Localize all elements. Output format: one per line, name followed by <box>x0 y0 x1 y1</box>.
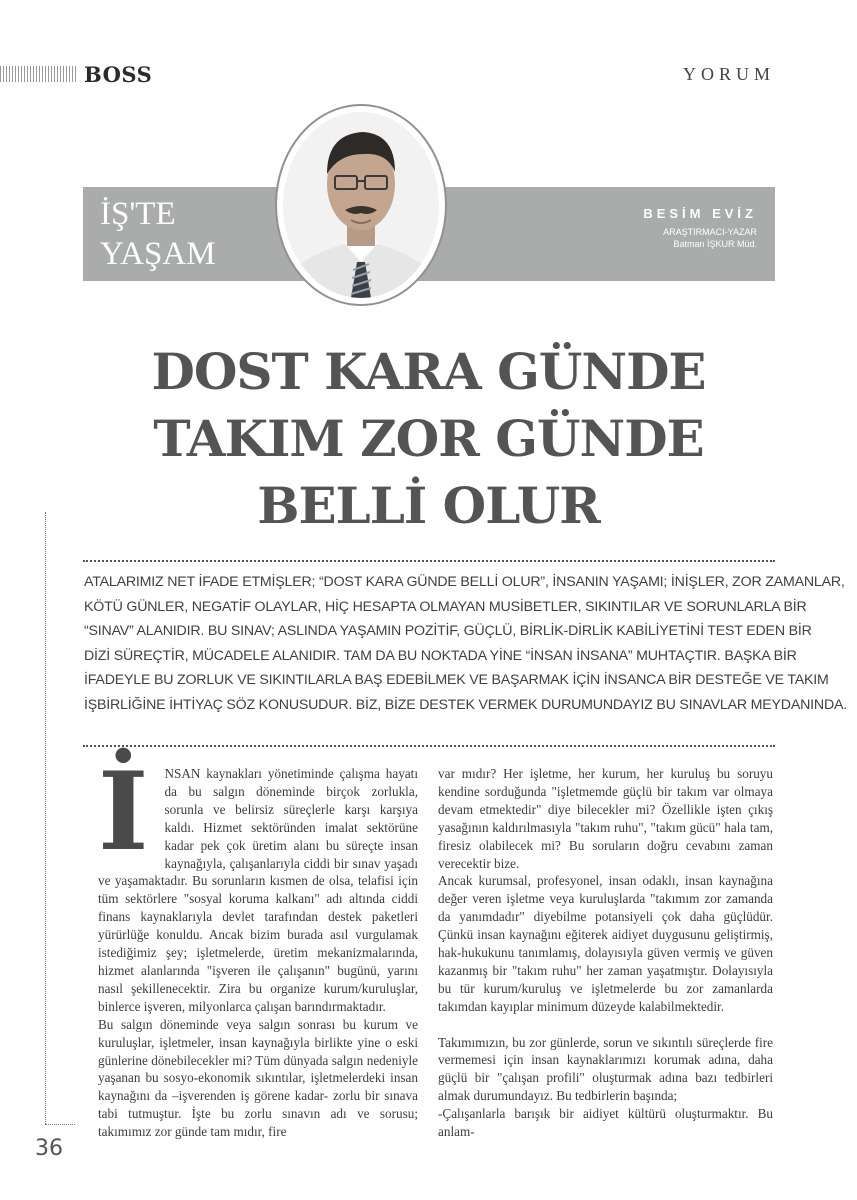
column-title-line2: YAŞAM <box>100 236 216 272</box>
author-block <box>643 206 757 249</box>
body-paragraph: NSAN kaynakları yönetiminde çalışma hayatı da bu salgın döneminde birçok zorlukla, sorunla ve belirsiz süreçlerle karşı karşıya kaldı. Hizmet sektöründen imalat sektörüne kadar pek çok üretim alanı bu süreçte insan kaynağıyla, çalışanlarıyla ciddi bir sınav yaşadı ve yaşamaktadır. Bu sorunların kısmen de olsa, telafisi için tüm sektörlere "sosyal koruma kalkanı" adı altında ciddi finans kaynaklarıyla devlet tarafından destek paketleri yürürlüğe konuldu. Ancak bizim burada asıl vurgulamak istediğimiz şey; işletmelerde, üretim mekanizmalarında, hizmet alanlarında "işveren ile çalışanın" bugünü, yarını nasıl şekillenecektir. Zira bu organize kurum/kuruluşlar, binlerce işveren, milyonlarca çalışan barındırmaktadır. <box>98 766 418 1014</box>
body-paragraph: -Çalışanlarla barışık bir aidiyet kültürü oluşturmaktır. Bu anlam- <box>438 1106 773 1140</box>
lead-top-divider <box>83 560 775 562</box>
magazine-logo: BOSS <box>84 62 153 87</box>
drop-cap: İ <box>98 749 149 875</box>
header-stripes <box>0 66 76 82</box>
author-org: Batman İŞKUR Müd. <box>673 239 757 249</box>
paragraph-gap <box>438 1016 773 1034</box>
author-name: BESİM EVİZ <box>643 206 757 221</box>
lead-line: DİZİ SÜREÇTİR, MÜCADELE ALANIDIR. TAM DA BU NOKTADA YİNE “İNSAN İNSANA” MUHTAÇTIR. BAŞKA BİR <box>84 647 797 664</box>
headline-line: TAKIM ZOR GÜNDE <box>153 409 704 468</box>
lead-line: İFADEYLE BU ZORLUK VE SIKINTILARLA BAŞ EDEBİLMEK VE BAŞARMAK İÇİN İNSANCA BİR DESTEĞE VE TAKIM <box>84 672 829 689</box>
margin-rule <box>45 512 46 1124</box>
body-column-right <box>438 765 773 1141</box>
column-title-line1: İŞ'TE <box>100 196 176 232</box>
body-paragraph: var mıdır? Her işletme, her kurum, her kuruluş bu soruyu kendine sorduğunda "işletmemde güçlü bir takım var olmaya devam etmektedir" diye bilecekler mi? Özellikle işten çıkış yasağının kaldırılmasıyla "takım ruhu", "takım gücü" hala tam, firesiz olabilecek mi? Bu soruların doğru cevabını zaman verecektir bize. <box>438 766 773 871</box>
margin-rule-foot <box>45 1124 75 1125</box>
section-label: YORUM <box>682 64 775 84</box>
lead-line: ATALARIMIZ NET İFADE ETMİŞLER; “DOST KARA GÜNDE BELLİ OLUR”, İNSANIN YAŞAMI; İNİŞLER, ZOR ZAMANLAR, <box>84 574 845 590</box>
headline-line: DOST KARA GÜNDE <box>151 342 706 401</box>
author-portrait <box>283 112 439 298</box>
body-paragraph: Takımımızın, bu zor günlerde, sorun ve sıkıntılı süreçlerde fire vermemesi için insan kaynaklarımızı korumak adına, daha güçlü bir "çalışan profili" oluşturmak adına bazı tedbirleri almak durumundayız. Bu tedbirlerin başında; <box>438 1034 773 1104</box>
lead-line: KÖTÜ GÜNLER, NEGATİF OLAYLAR, HİÇ HESAPTA OLMAYAN MUSİBETLER, SIKINTILAR VE SORUNLARLA BİR <box>84 598 807 615</box>
page-number: 36 <box>35 1136 63 1161</box>
body-column-left <box>98 749 418 1141</box>
lead-bottom-divider <box>83 745 775 747</box>
lead-line: İŞBİRLİĞİNE İHTİYAÇ SÖZ KONUSUDUR. BİZ, BİZE DESTEK VERMEK DURUMUNDAYIZ BU SINAVLAR MEYDANINDA. <box>84 696 848 713</box>
lead-line: “SINAV” ALANIDIR. BU SINAV; ASLINDA YAŞAMIN POZİTİF, GÜÇLÜ, BİRLİK-DİRLİK KABİLİYETİNİ TEST EDEN BİR <box>84 623 812 640</box>
author-role: ARAŞTIRMACI-YAZAR <box>663 227 757 237</box>
article-headline <box>0 338 857 539</box>
body-paragraph: Ancak kurumsal, profesyonel, insan odaklı, insan kaynağına değer veren işletme veya kuruluşlarda "takımım zor zamanda da yanımdadır" diyebilme potansiyeli çok daha güçlüdür. Çünkü insan kaynağını eğiterek aidiyet duygusunu geliştirmiş, hak-hukukunu tanımlamış, dolayısıyla güven vermiş ve güven kazanmış bir "takım ruhu" her zaman yaşatmıştır. Dolayısıyla bu tür kurum/kuruluş ve işletmelerde bu zor zamanlarda takımdan kayıplar minimum düzeyde kalabilmektedir. <box>438 873 773 1014</box>
article-lead <box>84 570 848 718</box>
body-paragraph: Bu salgın döneminde veya salgın sonrası bu kurum ve kuruluşlar, işletmeler, insan kaynağıyla birlikte yine o eski günlerine dönebilecekler mi? Tüm dünyada salgın nedeniyle yaşanan bu sosyo-ekonomik sıkıntılar, işletmelerdeki insan kaynağını da –işverenden iş görene kadar- zorlu bir sınava tabi tutmuştur. İşte bu zorlu sınavın adı ve sorusu; takımımız zor günde tam mıdır, fire <box>98 1016 418 1140</box>
headline-line: BELLİ OLUR <box>257 476 600 535</box>
column-title <box>100 194 216 274</box>
